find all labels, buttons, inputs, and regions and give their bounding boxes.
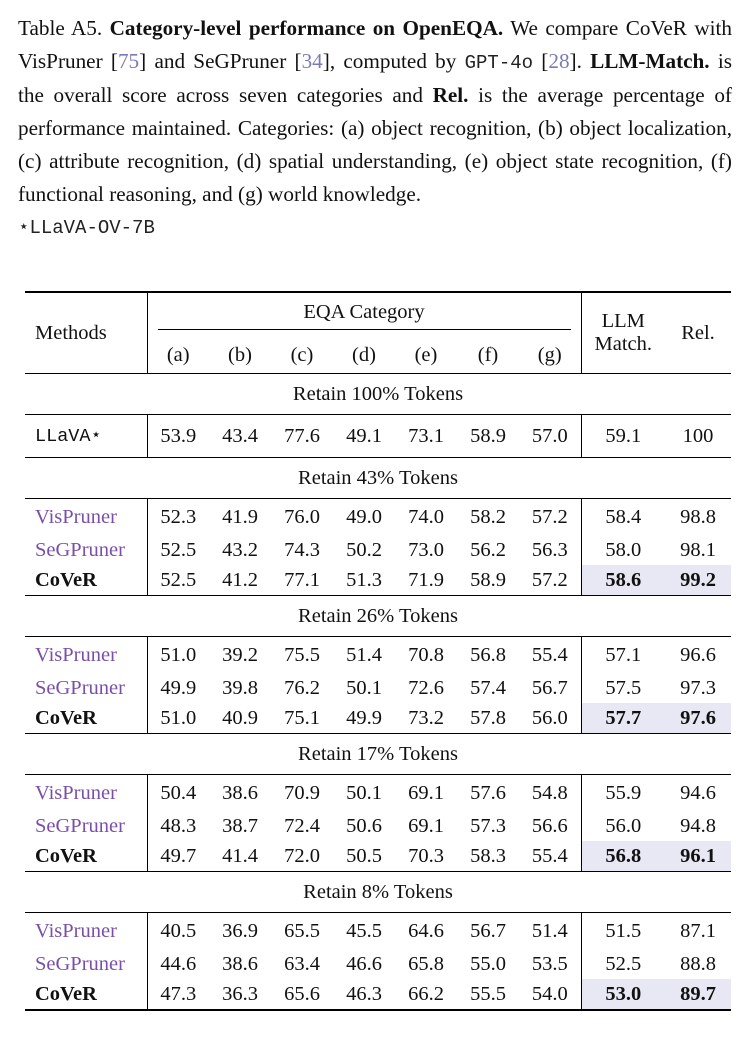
value-cell: 73.2	[408, 706, 444, 729]
eqa-category-label: EQA Category	[158, 301, 571, 330]
value-cell: 73.0	[408, 538, 444, 561]
value-cell: 46.3	[346, 982, 382, 1005]
cat-f-header: (f)	[477, 343, 499, 366]
value-cell: 50.1	[333, 775, 395, 812]
value-cell: 50.5	[346, 844, 382, 867]
value-cell: 70.9	[271, 775, 333, 812]
caption-title: Category-level performance on OpenEQA.	[109, 16, 504, 40]
value-cell: 56.7	[457, 913, 519, 950]
value-cell: 50.1	[346, 676, 382, 699]
section-title: Retain 17% Tokens	[25, 734, 731, 775]
value-cell: 36.9	[209, 913, 271, 950]
value-cell: 49.9	[346, 706, 382, 729]
value-cell: 77.6	[271, 415, 333, 458]
value-cell: 50.6	[346, 814, 382, 837]
table-row	[25, 499, 731, 536]
llm-match-cell: 58.6	[581, 565, 665, 596]
value-cell: 71.9	[408, 568, 444, 591]
rel-cell: 97.6	[665, 703, 731, 734]
value-cell: 56.8	[457, 637, 519, 674]
value-cell: 49.7	[147, 841, 209, 872]
llm-match-cell: 58.0	[581, 535, 665, 565]
value-cell: 40.9	[222, 706, 258, 729]
section-header-row	[25, 596, 731, 637]
caption-text: is the overall score across seven categories and	[18, 48, 732, 108]
value-cell: 58.9	[457, 415, 519, 458]
value-cell: 57.0	[519, 415, 581, 458]
value-cell: 65.8	[408, 952, 444, 975]
method-name: SeGPruner	[35, 676, 125, 699]
value-cell: 76.0	[271, 499, 333, 536]
rel-cell: 99.2	[665, 565, 731, 596]
llm-match-cell: 52.5	[581, 949, 665, 979]
cat-g-header: (g)	[537, 343, 562, 366]
value-cell: 56.0	[531, 706, 568, 729]
table-row	[25, 949, 731, 979]
value-cell: 56.6	[531, 814, 568, 837]
value-cell: 51.4	[333, 637, 395, 674]
value-cell: 55.5	[470, 982, 506, 1005]
value-cell: 55.0	[470, 952, 506, 975]
value-cell: 39.2	[209, 637, 271, 674]
cat-b-header: (b)	[228, 343, 252, 366]
table-row	[25, 703, 731, 734]
cat-d-header: (d)	[352, 343, 376, 366]
llm-match-cell: 57.7	[581, 703, 665, 734]
value-cell: 58.3	[470, 844, 506, 867]
llm-match-cell: 57.1	[581, 637, 665, 674]
value-cell: 44.6	[147, 949, 209, 979]
section-header-row	[25, 458, 731, 499]
table-row	[25, 913, 731, 950]
rel-term: Rel.	[432, 83, 469, 108]
value-cell: 50.2	[346, 538, 382, 561]
value-cell: 43.4	[209, 415, 271, 458]
table-row	[25, 775, 731, 812]
llm-match-cell: 51.5	[581, 913, 665, 950]
rel-cell: 96.1	[665, 841, 731, 872]
value-cell: 58.2	[457, 499, 519, 536]
results-table	[25, 291, 731, 1011]
value-cell: 56.2	[470, 538, 506, 561]
value-cell: 51.0	[147, 703, 209, 734]
value-cell: 52.5	[147, 565, 209, 596]
value-cell: 73.1	[395, 415, 457, 458]
value-cell: 52.5	[147, 535, 209, 565]
eqa-category-header	[147, 292, 581, 337]
section-header-row	[25, 872, 731, 913]
llm-match-cell: 55.9	[581, 775, 665, 812]
value-cell: 56.3	[531, 538, 568, 561]
method-name: VisPruner	[25, 913, 147, 950]
value-cell: 45.5	[333, 913, 395, 950]
value-cell: 72.6	[408, 676, 444, 699]
value-cell: 77.1	[284, 568, 320, 591]
value-cell: 70.8	[395, 637, 457, 674]
rel-cell: 87.1	[665, 913, 731, 950]
value-cell: 55.4	[531, 844, 568, 867]
value-cell: 41.4	[222, 844, 258, 867]
value-cell: 65.6	[284, 982, 320, 1005]
value-cell: 52.3	[147, 499, 209, 536]
value-cell: 72.0	[284, 844, 320, 867]
value-cell: 64.6	[395, 913, 457, 950]
value-cell: 49.9	[147, 673, 209, 703]
method-name: CoVeR	[35, 706, 97, 729]
value-cell: 48.3	[147, 811, 209, 841]
value-cell: 51.0	[147, 637, 209, 674]
value-cell: 46.6	[346, 952, 382, 975]
value-cell: 53.9	[147, 415, 209, 458]
caption-text: is the average percentage of performance maintained. Categories: (a) object recognition, (b) object localization, (c) attribute recognition, (d) spatial understanding, (e) object state recognition, (f) functional reasoning, and (g) world knowledge.	[18, 83, 732, 206]
value-cell: 38.7	[222, 814, 258, 837]
value-cell: 49.0	[333, 499, 395, 536]
section-title: Retain 100% Tokens	[25, 374, 731, 415]
value-cell: 75.1	[284, 706, 320, 729]
rel-cell: 94.6	[665, 775, 731, 812]
rel-cell: 97.3	[680, 676, 716, 699]
method-name: LLaVA⋆	[25, 415, 147, 458]
caption-text: ] and SeGPruner [	[139, 48, 302, 73]
value-cell: 74.3	[284, 538, 320, 561]
value-cell: 38.6	[222, 952, 258, 975]
value-cell: 54.0	[531, 982, 568, 1005]
value-cell: 41.2	[222, 568, 258, 591]
header-row	[25, 292, 731, 337]
value-cell: 47.3	[147, 979, 209, 1010]
llm-match-term: LLM-Match.	[590, 48, 710, 73]
value-cell: 75.5	[271, 637, 333, 674]
method-name: SeGPruner	[35, 538, 125, 561]
value-cell: 55.4	[519, 637, 581, 674]
section-title: Retain 26% Tokens	[25, 596, 731, 637]
value-cell: 56.7	[531, 676, 568, 699]
table-row	[25, 673, 731, 703]
method-name: VisPruner	[25, 637, 147, 674]
value-cell: 50.4	[147, 775, 209, 812]
rel-cell: 98.1	[680, 538, 716, 561]
value-cell: 36.3	[222, 982, 258, 1005]
llm-header-line2: Match.	[594, 333, 652, 355]
method-name: CoVeR	[35, 844, 97, 867]
value-cell: 38.6	[209, 775, 271, 812]
value-cell: 57.4	[470, 676, 506, 699]
section-header-row	[25, 374, 731, 415]
value-cell: 41.9	[209, 499, 271, 536]
cat-e-header: (e)	[414, 343, 438, 366]
caption-text: We compare CoVeR with VisPruner [	[18, 16, 733, 73]
llm-match-cell: 57.5	[581, 673, 665, 703]
gpt-model-name: GPT-4o	[464, 51, 534, 74]
sections-body	[25, 458, 731, 1011]
llm-header-line1: LLM	[601, 310, 645, 332]
value-cell: 58.9	[470, 568, 506, 591]
caption-text: ], computed by	[322, 48, 465, 73]
method-name: SeGPruner	[35, 952, 125, 975]
rel-cell: 89.7	[665, 979, 731, 1010]
rel-cell: 94.8	[680, 814, 716, 837]
value-cell: 57.6	[457, 775, 519, 812]
methods-header: Methods	[35, 321, 107, 344]
value-cell: 65.5	[271, 913, 333, 950]
table-row	[25, 535, 731, 565]
llm-match-header	[581, 292, 665, 374]
llm-match-cell: 58.4	[581, 499, 665, 536]
method-name: CoVeR	[35, 982, 97, 1005]
caption-label: Table A5.	[18, 16, 103, 40]
value-cell: 66.2	[408, 982, 444, 1005]
value-cell: 54.8	[519, 775, 581, 812]
value-cell: 40.5	[147, 913, 209, 950]
llm-match-cell: 56.8	[581, 841, 665, 872]
value-cell: 57.2	[531, 568, 568, 591]
table-row	[25, 637, 731, 674]
value-cell: 53.5	[531, 952, 568, 975]
section-header-row	[25, 734, 731, 775]
value-cell: 74.0	[395, 499, 457, 536]
value-cell: 69.1	[408, 814, 444, 837]
rel-cell: 96.6	[665, 637, 731, 674]
rel-cell: 98.8	[665, 499, 731, 536]
cat-a-header: (a)	[147, 337, 209, 374]
rel-header: Rel.	[681, 321, 715, 344]
section-title: Retain 8% Tokens	[25, 872, 731, 913]
llm-match-cell: 56.0	[581, 811, 665, 841]
value-cell: 39.8	[222, 676, 258, 699]
method-name: VisPruner	[25, 775, 147, 812]
value-cell: 69.1	[395, 775, 457, 812]
table-row	[25, 979, 731, 1010]
value-cell: 70.3	[408, 844, 444, 867]
value-cell: 63.4	[284, 952, 320, 975]
table-caption	[18, 12, 732, 245]
value-cell: 49.1	[333, 415, 395, 458]
method-name: CoVeR	[35, 568, 97, 591]
table-row	[25, 811, 731, 841]
value-cell: 57.8	[470, 706, 506, 729]
caption-footnote: ⋆LLaVA-OV-7B	[18, 217, 155, 240]
value-cell: 51.4	[519, 913, 581, 950]
citation-link[interactable]: 75	[117, 48, 140, 73]
caption-text: [	[533, 48, 549, 73]
value-cell: 51.3	[346, 568, 382, 591]
method-name: SeGPruner	[35, 814, 125, 837]
cat-c-header: (c)	[290, 343, 314, 366]
rel-cell: 100	[665, 415, 731, 458]
caption-text: ].	[569, 48, 591, 73]
value-cell: 43.2	[222, 538, 258, 561]
value-cell: 57.3	[470, 814, 506, 837]
rel-cell: 88.8	[680, 952, 716, 975]
citation-link[interactable]: 28	[548, 48, 570, 73]
value-cell: 72.4	[284, 814, 320, 837]
value-cell: 76.2	[284, 676, 320, 699]
section-title: Retain 43% Tokens	[25, 458, 731, 499]
table-row	[25, 841, 731, 872]
table-row	[25, 565, 731, 596]
value-cell: 57.2	[519, 499, 581, 536]
llm-match-cell: 59.1	[581, 415, 665, 458]
table-row	[25, 415, 731, 458]
method-name: VisPruner	[25, 499, 147, 536]
llm-match-cell: 53.0	[581, 979, 665, 1010]
citation-link[interactable]: 34	[301, 48, 323, 73]
